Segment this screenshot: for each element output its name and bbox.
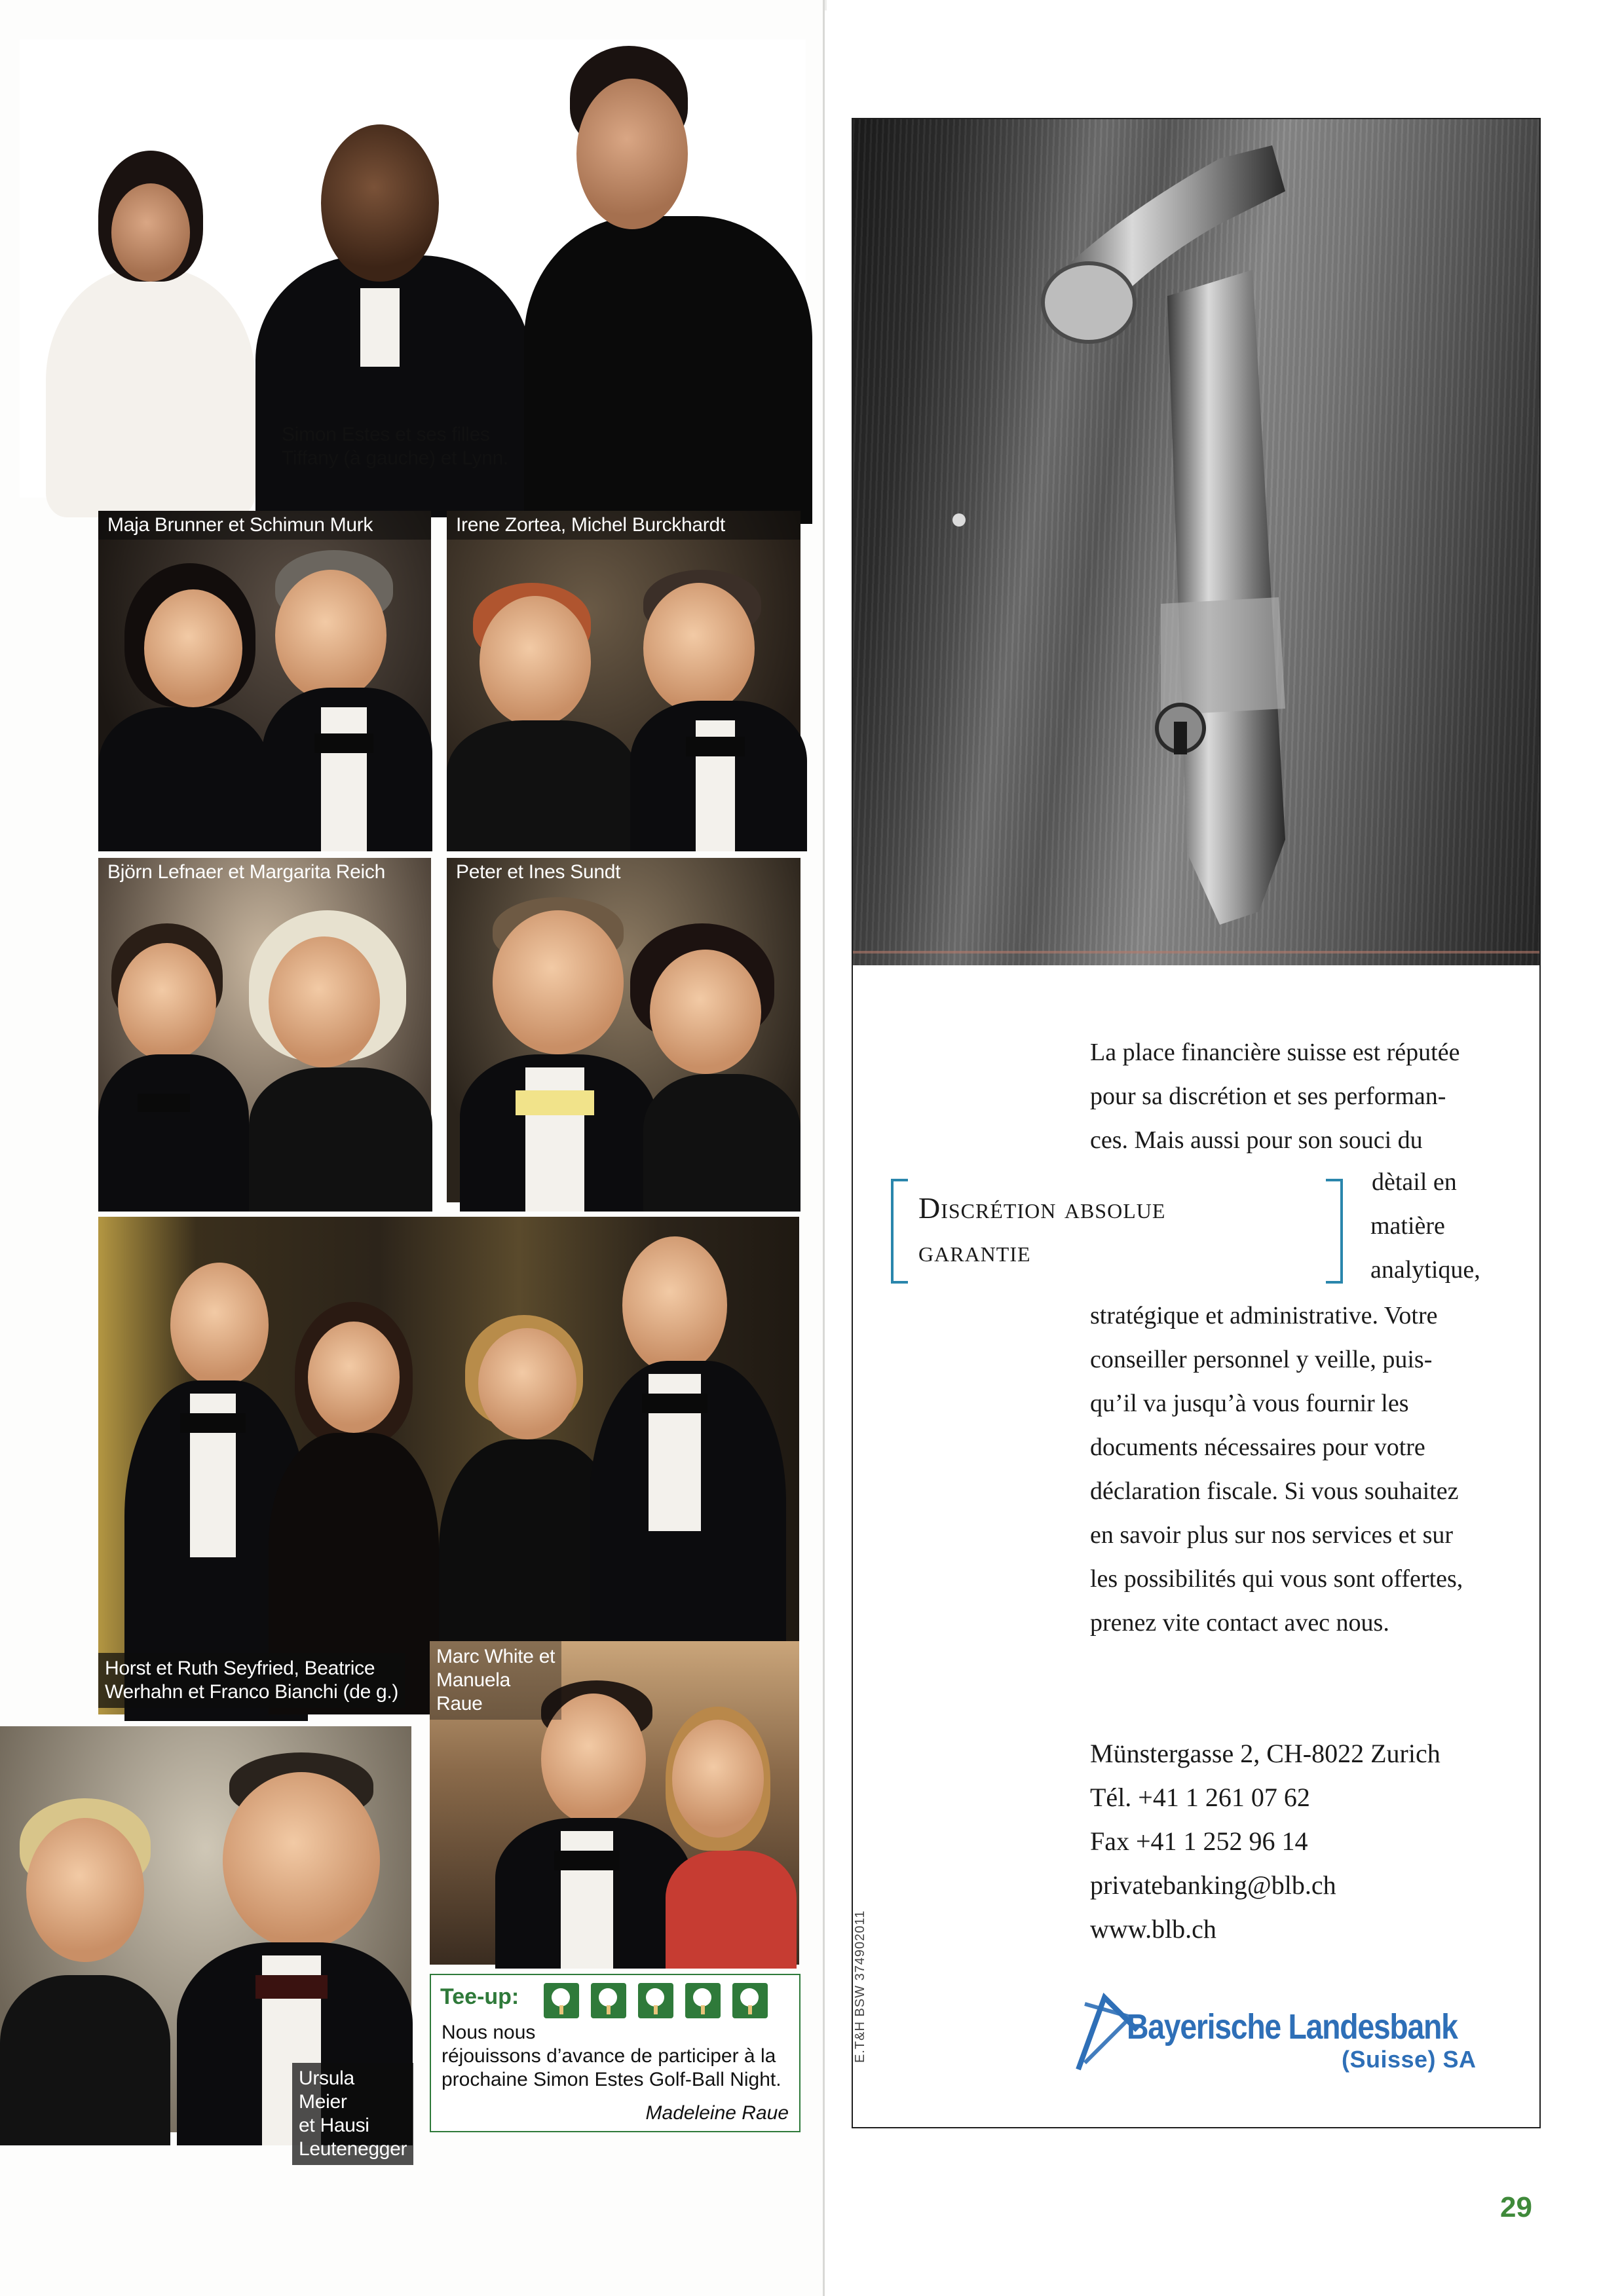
ad-text-line: ces. Mais aussi pour son souci du [1090, 1126, 1423, 1154]
caption-line: Tiffany (à gauche) et Lynn. [282, 447, 508, 469]
photo-zortea-burckhardt [447, 511, 800, 842]
golf-ball-on-tee-icon [732, 1983, 768, 2018]
caption-white-raue [430, 1641, 561, 1720]
photo-meier-leutenegger [0, 1726, 411, 2160]
ad-text-line: les possibilités qui vous sont offertes, [1090, 1565, 1463, 1593]
teeup-line: Nous nous [442, 2022, 536, 2043]
suit [98, 707, 269, 851]
caption-line: et Hausi [299, 2115, 369, 2136]
face [275, 570, 386, 701]
face [576, 79, 688, 229]
caption-seyfried [98, 1653, 405, 1708]
golf-rating [544, 1983, 768, 2018]
ad-body-text [1090, 1031, 1509, 1645]
photo-sundt [447, 858, 800, 1202]
ad-text-line: analytique, [1370, 1256, 1480, 1284]
bow-tie [255, 1975, 328, 1999]
bow-tie [554, 1851, 620, 1870]
pull-quote [918, 1187, 1311, 1273]
caption-brunner-murk: Maja Brunner et Schimun Murk [98, 511, 431, 540]
ad-text-line: documents nécessaires pour votre [1090, 1434, 1425, 1461]
caption-simon-estes [275, 419, 515, 474]
ad-text-line: La place financière suisse est réputée [1090, 1039, 1460, 1066]
face [118, 943, 216, 1061]
photo-edge [853, 951, 1539, 954]
pull-quote-line: Discrétion absolue [918, 1191, 1166, 1225]
teeup-text [442, 2021, 789, 2092]
suit [98, 1054, 249, 1212]
page-fold [823, 0, 825, 2296]
dress [0, 1975, 170, 2145]
dress [643, 1074, 800, 1212]
caption-meier-leutenegger [292, 2063, 413, 2165]
shirt [525, 1067, 584, 1212]
photo-lefnaer-reich [98, 858, 431, 1202]
caption-sundt: Peter et Ines Sundt [456, 861, 621, 883]
face [480, 596, 591, 727]
page-number: 29 [1500, 2191, 1532, 2223]
face [308, 1322, 400, 1433]
photo-simon-estes [20, 39, 806, 498]
caption-line: Manuela [436, 1669, 510, 1691]
golf-ball-on-tee-icon [591, 1983, 626, 2018]
caption-line: Raue [436, 1693, 483, 1714]
teeup-box [430, 1974, 800, 2132]
phone: Tél. +41 1 261 07 62 [1090, 1783, 1310, 1812]
dress [666, 1851, 797, 1969]
caption-line: Leutenegger [299, 2138, 407, 2160]
caption-line: Horst et Ruth Seyfried, Beatrice [105, 1657, 375, 1679]
shirt [360, 288, 400, 367]
face [643, 583, 755, 714]
shirt [321, 707, 367, 851]
bow-tie [642, 1394, 707, 1413]
teeup-label: Tee-up: [440, 1984, 519, 2009]
email[interactable]: privatebanking@blb.ch [1090, 1870, 1336, 1900]
caption-line: Ursula Meier [299, 2067, 354, 2113]
ad-code: E.T&H BSW 374902011 [853, 1910, 867, 2063]
face [493, 910, 624, 1054]
face [144, 589, 242, 707]
bow-tie [686, 737, 745, 756]
door-handle-icon [853, 119, 1539, 965]
caption-line: Marc White et [436, 1646, 556, 1667]
photo-brunner-murk [98, 511, 431, 842]
ad-text-line: stratégique et administrative. Votre [1090, 1302, 1438, 1329]
logo-sub: (Suisse) SA [1342, 2046, 1477, 2073]
ad-side-text [1370, 1160, 1480, 1292]
face [26, 1818, 144, 1962]
golf-ball-on-tee-icon [685, 1983, 721, 2018]
teeup-signature: Madeleine Raue [645, 2102, 789, 2124]
caption-lefnaer-reich: Björn Lefnaer et Margarita Reich [107, 861, 385, 883]
logo-name: Bayerische Landesbank [1127, 2007, 1458, 2046]
dress [447, 720, 637, 851]
caption-line: Simon Estes et ses filles [282, 424, 490, 445]
ad-text-line: en savoir plus sur nos services et sur [1090, 1521, 1454, 1549]
girl-left [46, 268, 255, 517]
face [321, 124, 439, 282]
ad-text-line: matière [1370, 1212, 1445, 1240]
dress [524, 216, 812, 524]
dress [249, 1067, 432, 1212]
fax: Fax +41 1 252 96 14 [1090, 1826, 1308, 1856]
ad-text-line: dètail en [1372, 1168, 1457, 1196]
face [269, 936, 380, 1067]
face [672, 1720, 764, 1838]
bow-tie [138, 1094, 190, 1112]
bracket-left [891, 1179, 908, 1284]
ad-text-line: prenez vite contact avec nous. [1090, 1609, 1389, 1637]
golf-ball-on-tee-icon [638, 1983, 673, 2018]
ad-text-line: pour sa discrétion et ses performan- [1090, 1083, 1446, 1110]
caption-line: Werhahn et Franco Bianchi (de g.) [105, 1681, 399, 1703]
face [622, 1236, 727, 1374]
bow-tie [180, 1413, 246, 1433]
face [223, 1772, 380, 1949]
caption-zortea-burckhardt: Irene Zortea, Michel Burckhardt [447, 511, 800, 540]
face [650, 950, 761, 1074]
teeup-line: réjouissons d’avance de participer à la [442, 2045, 776, 2067]
face [170, 1263, 269, 1387]
bow-tie [516, 1090, 594, 1115]
ad-text-line: déclaration fiscale. Si vous souhaitez [1090, 1477, 1459, 1505]
face [478, 1328, 576, 1439]
ad-text-line: qu’il va jusqu’à vous fournir les [1090, 1390, 1409, 1417]
ad-photo-door-handle [853, 119, 1539, 965]
ad-contact [1090, 1731, 1441, 1951]
address: Münstergasse 2, CH-8022 Zurich [1090, 1739, 1441, 1768]
pull-quote-line: garantie [918, 1234, 1031, 1268]
bracket-right [1326, 1179, 1343, 1284]
bow-tie [314, 733, 373, 753]
photo-seyfried-group [98, 1217, 799, 1714]
golf-ball-on-tee-icon [544, 1983, 579, 2018]
ad-text-line: conseiller personnel y veille, puis- [1090, 1346, 1433, 1373]
website[interactable]: www.blb.ch [1090, 1914, 1216, 1944]
face [111, 183, 190, 282]
teeup-line: prochaine Simon Estes Golf-Ball Night. [442, 2069, 782, 2090]
photo-white-raue [430, 1641, 799, 1965]
